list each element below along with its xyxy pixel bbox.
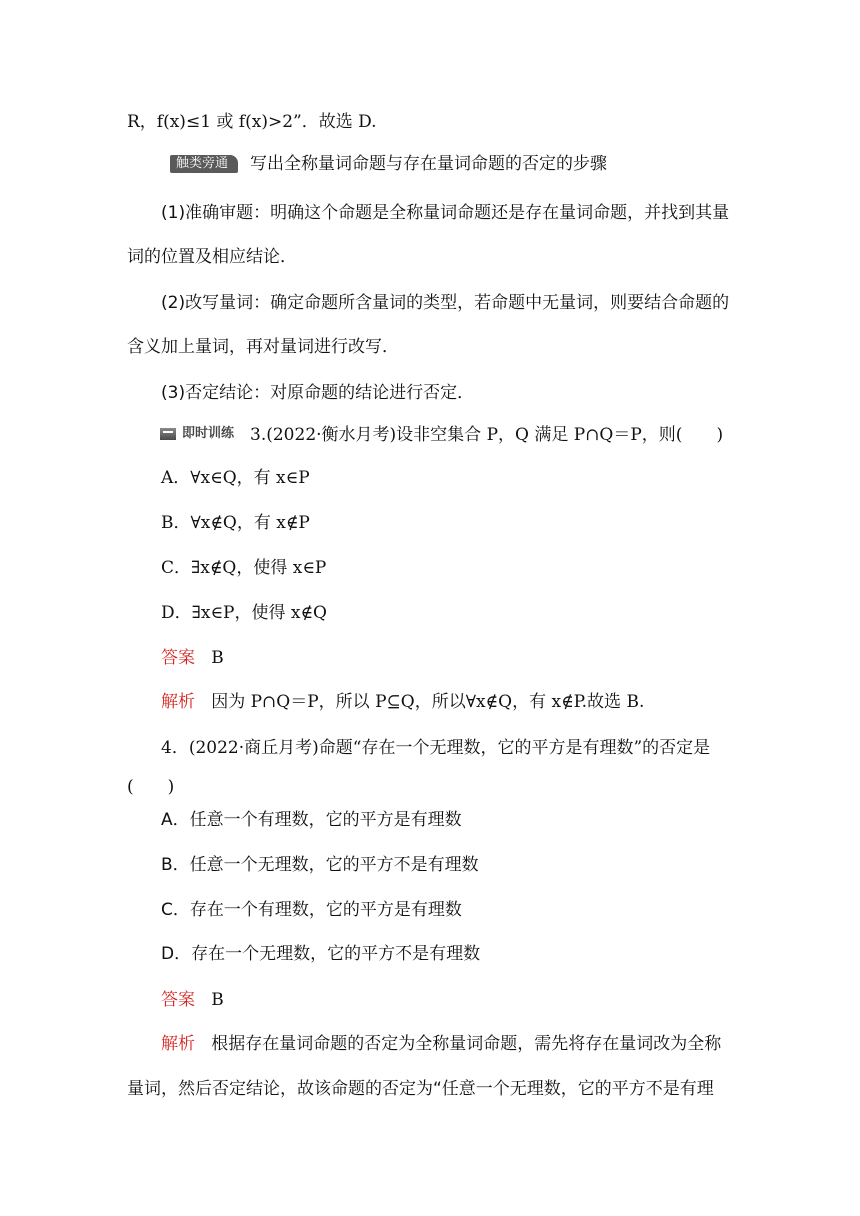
- step3-line: (3)否定结论：对原命题的结论进行否定．: [161, 383, 475, 403]
- practice-icon: [160, 428, 176, 440]
- q4-option-c: C．存在一个有理数，它的平方是有理数: [161, 900, 462, 920]
- question-4-line1: 4．(2022·商丘月考)命题“存在一个无理数，它的平方是有理数”的否定是: [161, 738, 711, 758]
- step1-line2: 词的位置及相应结论．: [127, 247, 297, 267]
- analysis-label: 解析: [161, 692, 195, 712]
- badge-chuleipangtong: 触类旁通: [170, 155, 238, 173]
- badge-jishixunlian-label: 即时训练: [182, 426, 235, 441]
- tip-heading: [170, 152, 607, 176]
- question-3: [160, 422, 723, 447]
- q3-answer: [161, 646, 224, 670]
- q4-option-d: D．存在一个无理数，它的平方不是有理数: [161, 944, 481, 964]
- analysis-label-2: 解析: [161, 1034, 195, 1054]
- step2-line2: 含义加上量词，再对量词进行改写．: [127, 337, 399, 357]
- step2-line1: (2)改写量词：确定命题所含量词的类型，若命题中无量词，则要结合命题的: [161, 293, 730, 313]
- q4-option-a: A．任意一个有理数，它的平方是有理数: [161, 810, 462, 830]
- q4-answer-value: B: [211, 990, 224, 1010]
- q4-answer: [161, 988, 224, 1012]
- step1-line1: (1)准确审题：明确这个命题是全称量词命题还是存在量词命题，并找到其量: [161, 203, 730, 223]
- badge-jishixunlian: [160, 422, 234, 446]
- line-conclusion: R，f(x)≤1 或 f(x)>2”．故选 D.: [127, 112, 377, 132]
- q4-analysis-line1: [161, 1032, 721, 1056]
- tip-title: 写出全称量词命题与存在量词命题的否定的步骤: [250, 154, 608, 174]
- q3-option-c: C．∃x∉Q，使得 x∈P: [161, 558, 327, 578]
- q3-analysis: [161, 690, 644, 714]
- answer-label: 答案: [161, 648, 195, 668]
- q4-option-b: B．任意一个无理数，它的平方不是有理数: [161, 855, 479, 875]
- question-4-line2: ( ): [127, 777, 175, 797]
- q3-option-d: D．∃x∈P，使得 x∉Q: [161, 603, 327, 623]
- q3-option-b: B．∀x∉Q，有 x∉P: [161, 513, 310, 533]
- q3-answer-value: B: [211, 648, 224, 668]
- question-3-text: 3.(2022·衡水月考)设非空集合 P，Q 满足 P∩Q＝P，则( ): [250, 425, 724, 445]
- q3-option-a: A．∀x∈Q，有 x∈P: [161, 468, 310, 488]
- answer-label-2: 答案: [161, 990, 195, 1010]
- q4-analysis-line2: 量词，然后否定结论，故该命题的否定为“任意一个无理数，它的平方不是有理: [127, 1079, 714, 1099]
- q4-analysis-text-1: 根据存在量词命题的否定为全称量词命题，需先将存在量词改为全称: [211, 1034, 722, 1054]
- q3-analysis-text: 因为 P∩Q＝P，所以 P⊆Q，所以∀x∉Q，有 x∉P.故选 B.: [211, 692, 645, 712]
